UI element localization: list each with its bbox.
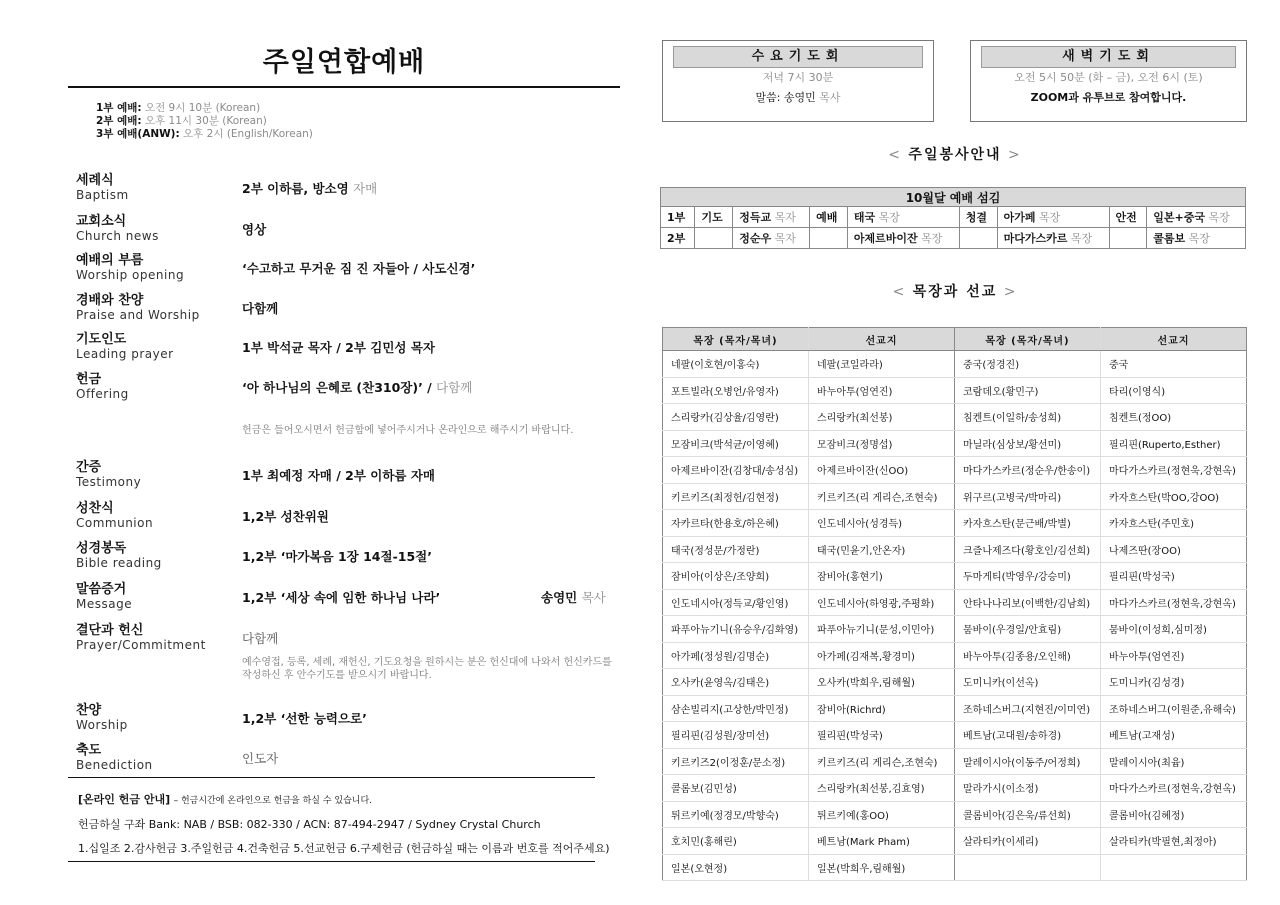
mission-cell-group: 삼손빌리지(고상한/박민정) xyxy=(663,695,809,722)
service-role-label: 기도 xyxy=(695,207,733,228)
service-table-title: 10월달 예배 섬김 xyxy=(661,188,1246,207)
mission-cell-group: 카자흐스탄(문근배/박별) xyxy=(955,510,1101,537)
left-page xyxy=(68,40,620,855)
mission-cell-group: 네팔(이호현/이홍숙) xyxy=(663,351,809,378)
mission-row xyxy=(663,775,1247,802)
order-name-en: Baptism xyxy=(76,188,129,202)
service-pray-title: 목자 xyxy=(774,211,796,224)
mission-cell-field: 인도네시아(하영광,주평화) xyxy=(809,589,955,616)
mission-title: 목장과 선교 xyxy=(912,284,998,300)
mission-cell-field: 일본(박희우,림해월) xyxy=(809,854,955,881)
order-name-ko: 축도 xyxy=(76,743,102,758)
mission-cell-group: 위구르(고병국/박마리) xyxy=(955,483,1101,510)
mission-cell-field: 아제르바이잔(신OO) xyxy=(809,457,955,484)
mission-header-row xyxy=(663,328,1247,351)
order-value-suffix: 자매 xyxy=(353,181,378,196)
service-pray-name: 정득교 xyxy=(739,211,772,224)
mission-cell-field: 파푸아뉴기니(문성,이민아) xyxy=(809,616,955,643)
commitment-note: 예수영접, 등록, 세례, 재헌신, 기도요청을 원하시는 분은 헌신대에 나와서 헌신카드를 작성하신 후 안수기도를 받으시기 바랍니다. xyxy=(242,657,612,681)
mission-cell-field: 필리핀(박성국) xyxy=(809,722,955,749)
service-table-header xyxy=(661,188,1246,207)
order-name-en: Worship opening xyxy=(76,268,185,282)
speaker-label: 말씀: xyxy=(755,91,781,104)
order-value: 1,2부 ‘선한 능력으로’ xyxy=(242,711,367,726)
order-name-ko: 기도인도 xyxy=(76,332,127,347)
order-name-ko: 간증 xyxy=(76,460,102,475)
service-guide-title: 주일봉사안내 xyxy=(908,147,1002,163)
mission-cell-group: 마닐라(심상보/황선미) xyxy=(955,430,1101,457)
mission-table-body xyxy=(663,351,1247,881)
service-worship-title: 목장 xyxy=(921,232,943,245)
service-clean-name: 마다가스카르 xyxy=(1003,232,1068,245)
message-preacher xyxy=(541,590,606,606)
mission-table xyxy=(662,327,1247,881)
mission-cell-group: 도미니카(이선옥) xyxy=(955,669,1101,696)
order-name-en: Bible reading xyxy=(76,556,162,570)
mission-cell-group: 오사카(윤영옥/김태은) xyxy=(663,669,809,696)
mission-cell-field: 키르키즈(리 게리슨,조현숙) xyxy=(809,483,955,510)
mission-row xyxy=(663,801,1247,828)
service-clean-title: 목장 xyxy=(1038,211,1061,224)
order-value xyxy=(242,181,377,197)
service-safety xyxy=(1147,228,1246,249)
mission-header: 선교지 xyxy=(809,328,955,351)
order-name-ko: 세례식 xyxy=(76,173,114,188)
service-time-value: 오후 2시 (English/Korean) xyxy=(183,128,313,140)
mission-cell-field: 필리핀(Ruperto,Esther) xyxy=(1101,430,1247,457)
mission-row xyxy=(663,589,1247,616)
service-clean xyxy=(997,207,1109,228)
service-time-value: 오전 9시 10분 (Korean) xyxy=(144,102,261,114)
service-safety-name: 일본+중국 xyxy=(1153,211,1206,224)
service-role-label xyxy=(1109,228,1147,249)
service-times xyxy=(96,102,620,141)
mission-cell-field: 아가페(김재복,황경미) xyxy=(809,642,955,669)
order-name-ko: 말씀증거 xyxy=(76,582,127,597)
service-worship-name: 아제르바이잔 xyxy=(853,232,918,245)
speaker-title: 목사 xyxy=(819,91,841,104)
service-part: 1부 xyxy=(661,207,695,228)
mission-cell-field: 중국 xyxy=(1101,351,1247,378)
order-value: 1,2부 ‘세상 속에 임한 하나님 나라’ xyxy=(242,590,441,605)
mission-header: 선교지 xyxy=(1101,328,1247,351)
mission-cell-group: 바누아투(김종용/오인해) xyxy=(955,642,1101,669)
online-subtitle: – 헌금시간에 온라인으로 헌금을 하실 수 있습니다. xyxy=(173,796,373,806)
service-time-line xyxy=(96,128,620,141)
mission-cell-group: 인도네시아(정득교/황인영) xyxy=(663,589,809,616)
service-time-label: 1부 예배: xyxy=(96,102,142,114)
mission-row xyxy=(663,457,1247,484)
online-title-line xyxy=(78,788,595,813)
mission-row xyxy=(663,669,1247,696)
mission-cell-group: 호치민(홍해린) xyxy=(663,828,809,855)
mission-cell-group: 조하네스버그(지현진/이미연) xyxy=(955,695,1101,722)
mission-cell-field: 필리핀(박성국) xyxy=(1101,563,1247,590)
mission-cell-field xyxy=(1101,854,1247,881)
service-pray xyxy=(733,207,810,228)
service-safety-title: 목장 xyxy=(1188,232,1210,245)
mission-cell-group: 키르키즈(최정헌/김현정) xyxy=(663,483,809,510)
mission-cell-field: 태국(민윤기,안온자) xyxy=(809,536,955,563)
order-value-text: ‘아 하나님의 은혜로 (찬310장)’ / xyxy=(242,380,432,395)
online-bank: 헌금하실 구좌 Bank: NAB / BSB: 082-330 / ACN: 87-494-2947 / Sydney Crystal Church xyxy=(78,818,541,831)
mission-row xyxy=(663,351,1247,378)
mission-cell-group: 말라가시(이소정) xyxy=(955,775,1101,802)
page-title: 주일연합예배 xyxy=(68,40,620,88)
mission-cell-field: 카자흐스탄(주민호) xyxy=(1101,510,1247,537)
order-value: 1부 박석균 목자 / 2부 김민성 목자 xyxy=(242,340,435,355)
mission-row xyxy=(663,430,1247,457)
online-types: 1.십일조 2.감사헌금 3.주일헌금 4.건축헌금 5.선교헌금 6.구제헌금 (헌금하실 때는 이름과 번호를 적어주세요) xyxy=(78,842,610,855)
mission-row xyxy=(663,748,1247,775)
service-time-line xyxy=(96,115,620,128)
wednesday-prayer-box xyxy=(662,40,934,122)
mission-cell-group: 두마게티(박영우/강승미) xyxy=(955,563,1101,590)
order-value: 1부 최예정 자매 / 2부 이하름 자매 xyxy=(242,468,435,483)
mission-cell-field: 베트남(Mark Pham) xyxy=(809,828,955,855)
mission-cell-field: 베트남(고재성) xyxy=(1101,722,1247,749)
order-name-en: Prayer/Commitment xyxy=(76,638,206,652)
mission-cell-field: 잠비아(홍현기) xyxy=(809,563,955,590)
mission-cell-group: 침켄트(이일하/송성희) xyxy=(955,404,1101,431)
speaker-name: 송영민 xyxy=(783,91,816,104)
dawn-time-weekday: 오전 5시 50분 (화 – 금), xyxy=(1014,71,1135,84)
service-safety-title: 목장 xyxy=(1208,211,1230,224)
mission-cell-group: 잠비아(이상은/조양희) xyxy=(663,563,809,590)
service-pray xyxy=(733,228,810,249)
mission-row xyxy=(663,483,1247,510)
mission-cell-group: 콜롬보(김민성) xyxy=(663,775,809,802)
mission-cell-field: 스리랑카(최선봉) xyxy=(809,404,955,431)
service-pray-name: 정순우 xyxy=(739,232,772,245)
order-value: ‘수고하고 무거운 짐 진 자들아 / 사도신경’ xyxy=(242,261,476,276)
mission-cell-group xyxy=(955,854,1101,881)
mission-cell-group: 키르키즈2(이정훈/문소정) xyxy=(663,748,809,775)
order-name-en: Leading prayer xyxy=(76,347,174,361)
service-time-value: 오후 11시 30분 (Korean) xyxy=(144,115,267,127)
mission-cell-field: 마다가스카르(정현욱,강현옥) xyxy=(1101,775,1247,802)
order-name-ko: 경배와 찬양 xyxy=(76,293,144,308)
service-role-label xyxy=(695,228,733,249)
order-value: 1,2부 ‘마가복음 1장 14절-15절’ xyxy=(242,549,432,564)
dawn-time-saturday: 오전 6시 (토) xyxy=(1137,71,1203,84)
order-name-ko: 성경봉독 xyxy=(76,541,127,556)
mission-cell-field: 조하네스버그(이원준,유해숙) xyxy=(1101,695,1247,722)
mission-row xyxy=(663,722,1247,749)
online-offering-box xyxy=(68,777,610,862)
mission-cell-field: 콜롬비아(김혜정) xyxy=(1101,801,1247,828)
order-value: 다함께 xyxy=(242,301,279,316)
mission-row xyxy=(663,377,1247,404)
mission-cell-group: 파푸아뉴기니(유승우/김화영) xyxy=(663,616,809,643)
preacher-title: 목사 xyxy=(581,590,606,605)
mission-row xyxy=(663,404,1247,431)
mission-cell-field: 마다가스카르(정현욱,강현옥) xyxy=(1101,589,1247,616)
mission-header: 목장 (목자/목녀) xyxy=(663,328,809,351)
order-name-en: Message xyxy=(76,597,133,611)
mission-cell-group: 모잠비크(박석균/이영혜) xyxy=(663,430,809,457)
order-name-ko: 성찬식 xyxy=(76,501,114,516)
service-safety-name: 콜롬보 xyxy=(1153,232,1186,245)
mission-heading: < 목장과 선교 > xyxy=(892,284,1018,300)
service-clean-name: 아가페 xyxy=(1003,211,1036,224)
service-role-label: 청결 xyxy=(959,207,997,228)
order-name-en: Praise and Worship xyxy=(76,308,200,322)
mission-cell-group: 크즐나제즈다(황호인/김선희) xyxy=(955,536,1101,563)
mission-cell-group: 콜롬비아(김은욱/류선희) xyxy=(955,801,1101,828)
service-row xyxy=(661,207,1246,228)
mission-cell-group: 포트빌라(오병언/유영자) xyxy=(663,377,809,404)
order-name-en: Church news xyxy=(76,229,159,243)
service-worship xyxy=(847,207,959,228)
mission-cell-group: 안타나나리보(이백한/김남희) xyxy=(955,589,1101,616)
offering-note: 헌금은 들어오시면서 헌금함에 넣어주시거나 온라인으로 해주시기 바랍니다. xyxy=(242,425,574,436)
mission-row xyxy=(663,695,1247,722)
mission-cell-field: 네팔(코일라라) xyxy=(809,351,955,378)
mission-cell-group: 살라티카(이세리) xyxy=(955,828,1101,855)
order-name-ko: 예배의 부름 xyxy=(76,253,144,268)
mission-row xyxy=(663,616,1247,643)
mission-cell-field: 오사카(박희우,림해월) xyxy=(809,669,955,696)
dawn-prayer-box xyxy=(970,40,1247,122)
mission-cell-group: 중국(정경진) xyxy=(955,351,1101,378)
service-role-label xyxy=(810,228,848,249)
mission-cell-field: 뭄바이(이성희,심미정) xyxy=(1101,616,1247,643)
order-value-suffix: 다함께 xyxy=(436,380,473,395)
mission-cell-group: 베트남(고대원/송하경) xyxy=(955,722,1101,749)
order-value: 다함께 xyxy=(242,631,279,646)
service-worship-name: 태국 xyxy=(853,211,876,224)
service-safety xyxy=(1147,207,1246,228)
mission-cell-group: 아제르바이잔(김창대/송성심) xyxy=(663,457,809,484)
order-value: 영상 xyxy=(242,222,267,237)
service-part: 2부 xyxy=(661,228,695,249)
mission-cell-field: 튀르키예(홍OO) xyxy=(809,801,955,828)
dawn-prayer-title: 새벽기도회 xyxy=(981,46,1236,68)
wednesday-prayer-speaker-line xyxy=(663,88,933,108)
service-clean-title: 목장 xyxy=(1070,232,1093,245)
service-clean xyxy=(997,228,1109,249)
order-name-ko: 헌금 xyxy=(76,372,102,387)
mission-cell-group: 자카르타(한용호/하은혜) xyxy=(663,510,809,537)
mission-cell-group: 튀르키예(정경모/박향숙) xyxy=(663,801,809,828)
mission-cell-field: 모잠비크(정명섭) xyxy=(809,430,955,457)
mission-cell-field: 살라티카(박필현,최정아) xyxy=(1101,828,1247,855)
mission-cell-group: 뭄바이(우경일/안효림) xyxy=(955,616,1101,643)
order-name-en: Benediction xyxy=(76,758,153,772)
online-title: [온라인 헌금 안내] xyxy=(78,793,171,806)
mission-header: 목장 (목자/목녀) xyxy=(955,328,1101,351)
mission-cell-field: 마다가스카르(정현욱,강현옥) xyxy=(1101,457,1247,484)
service-role-label: 안전 xyxy=(1109,207,1147,228)
order-value: 1,2부 성찬위원 xyxy=(242,509,329,524)
service-worship-title: 목장 xyxy=(878,211,900,224)
order-name-ko: 결단과 헌신 xyxy=(76,623,144,638)
mission-cell-field: 인도네시아(성경득) xyxy=(809,510,955,537)
mission-cell-field: 바누아투(엄연진) xyxy=(1101,642,1247,669)
mission-row xyxy=(663,828,1247,855)
mission-cell-field: 잠비아(Richrd) xyxy=(809,695,955,722)
dawn-prayer-time xyxy=(971,68,1246,88)
mission-cell-field: 도미니카(김성경) xyxy=(1101,669,1247,696)
order-value xyxy=(242,380,472,396)
mission-cell-group: 필리핀(김성원/장미선) xyxy=(663,722,809,749)
order-name-ko: 찬양 xyxy=(76,703,102,718)
service-role-label: 예배 xyxy=(810,207,848,228)
service-time-line xyxy=(96,102,620,115)
service-worship xyxy=(847,228,959,249)
mission-row xyxy=(663,854,1247,881)
dawn-prayer-note: ZOOM과 유투브로 참여합니다. xyxy=(1030,91,1187,104)
mission-row xyxy=(663,536,1247,563)
order-value-text: 2부 이하름, 방소영 xyxy=(242,181,349,196)
mission-cell-group: 말레이시아(이동주/어정희) xyxy=(955,748,1101,775)
mission-cell-field: 타리(이영식) xyxy=(1101,377,1247,404)
mission-cell-group: 태국(정성문/가정란) xyxy=(663,536,809,563)
service-role-label xyxy=(959,228,997,249)
mission-cell-field: 침켄트(정OO) xyxy=(1101,404,1247,431)
wednesday-prayer-time: 저녁 7시 30분 xyxy=(762,71,834,84)
service-table xyxy=(660,187,1246,249)
mission-cell-group: 마다가스카르(정순우/한송이) xyxy=(955,457,1101,484)
mission-cell-field: 말레이시아(최윰) xyxy=(1101,748,1247,775)
mission-cell-group: 코람데오(황민구) xyxy=(955,377,1101,404)
mission-row xyxy=(663,510,1247,537)
service-time-label: 3부 예배(ANW): xyxy=(96,128,180,140)
mission-cell-group: 일본(오현정) xyxy=(663,854,809,881)
order-name-en: Testimony xyxy=(76,475,142,489)
mission-row xyxy=(663,563,1247,590)
mission-cell-field: 스리랑카(최선봉,김효영) xyxy=(809,775,955,802)
mission-cell-group: 스리랑카(김상율/김영란) xyxy=(663,404,809,431)
mission-row xyxy=(663,642,1247,669)
mission-cell-field: 바누아투(엄연진) xyxy=(809,377,955,404)
wednesday-prayer-title: 수요기도회 xyxy=(673,46,923,68)
service-guide-heading: < 주일봉사안내 > xyxy=(888,147,1022,163)
service-time-label: 2부 예배: xyxy=(96,115,142,127)
order-name-en: Communion xyxy=(76,516,154,530)
service-pray-title: 목자 xyxy=(774,232,796,245)
mission-cell-field: 키르키즈(리 게리슨,조현숙) xyxy=(809,748,955,775)
service-row xyxy=(661,228,1246,249)
mission-cell-group: 아가페(정성원/김명순) xyxy=(663,642,809,669)
preacher-name: 송영민 xyxy=(541,590,578,605)
order-name-ko: 교회소식 xyxy=(76,214,127,229)
mission-cell-field: 카자흐스탄(박OO,강OO) xyxy=(1101,483,1247,510)
order-name-en: Offering xyxy=(76,387,129,401)
order-name-en: Worship xyxy=(76,718,128,732)
order-value: 인도자 xyxy=(242,751,279,766)
mission-cell-field: 나제즈딴(장OO) xyxy=(1101,536,1247,563)
